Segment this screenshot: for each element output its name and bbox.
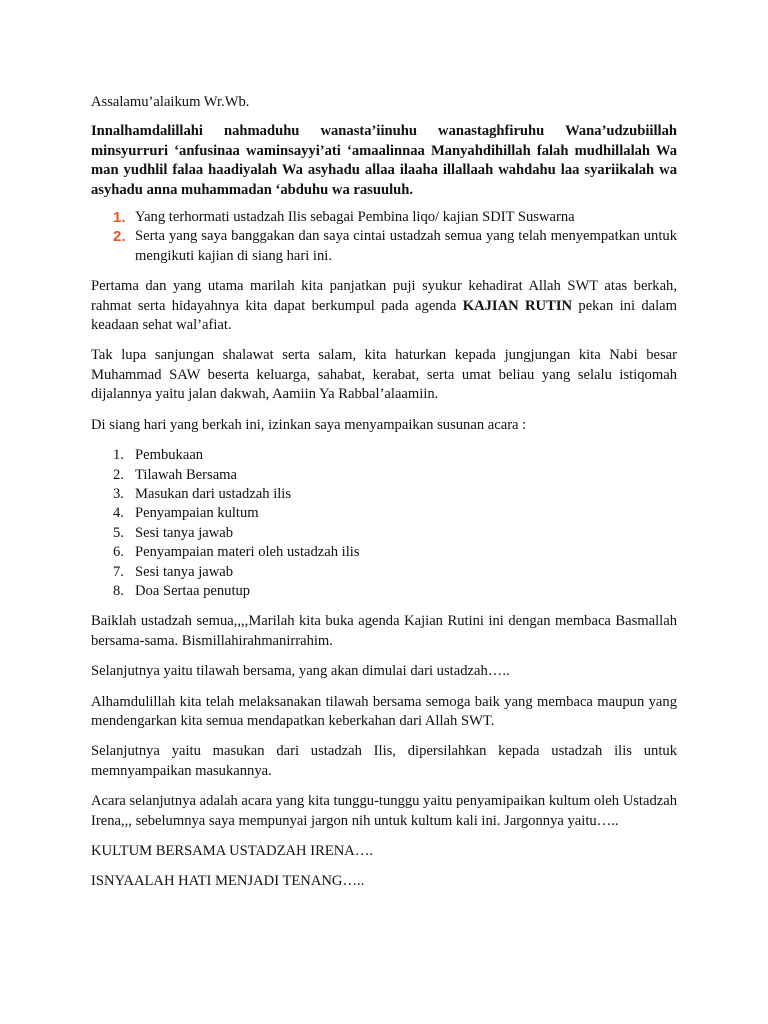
alhamdulillah-paragraph: Alhamdulillah kita telah melaksanakan tilawah bersama semoga baik yang membaca maupun yang mendengarkan kita semua mendapatkan keberkahan dari Allah SWT. (91, 693, 677, 729)
event-name-emphasis: KAJIAN RUTIN (462, 297, 573, 314)
list-item-text: Penyampaian kultum (135, 505, 259, 522)
list-number: 6. (113, 544, 124, 561)
honorifics-list (91, 208, 677, 266)
list-item (91, 208, 677, 227)
list-item-text: Sesi tanya jawab (135, 524, 234, 541)
list-item (91, 543, 677, 562)
gratitude-text-after: pekan ini dalam keadaan sehat wal’afiat. (91, 297, 678, 334)
list-item-text: Tilawah Bersama (135, 466, 238, 483)
list-item-text: Pembukaan (135, 447, 204, 464)
list-number: 8. (113, 582, 124, 599)
list-item (91, 466, 677, 485)
list-number: 3. (113, 485, 124, 502)
agenda-list (91, 446, 677, 601)
opening-basmallah-paragraph: Baiklah ustadzah semua,,,,Marilah kita buka agenda Kajian Rutini ini dengan membaca Basmallah bersama-sama. Bismillahirahmanirrahim. (91, 613, 677, 649)
list-number: 1. (113, 447, 124, 464)
agenda-intro-paragraph: Di siang hari yang berkah ini, izinkan saya menyampaikan susunan acara : (91, 416, 527, 433)
document-page (91, 93, 677, 903)
shalawat-paragraph: Tak lupa sanjungan shalawat serta salam, kita haturkan kepada jungjungan kita Nabi besar Muhammad SAW beserta keluarga, sahabat, kerabat, serta umat beliau yang selalu istiqomah dijalannya yaitu jalan dakwah, Aamiin Ya Rabbal’alaamiin. (91, 347, 677, 403)
list-number: 7. (113, 563, 124, 580)
list-item-text: Penyampaian materi oleh ustadzah ilis (135, 544, 360, 561)
gratitude-paragraph (91, 277, 677, 335)
greeting: Assalamu’alaikum Wr.Wb. (91, 94, 250, 110)
list-item-text: Doa Sertaa penutup (135, 582, 251, 599)
list-item-text: Serta yang saya banggakan dan saya cintai ustadzah semua yang telah menyempatkan untuk mengikuti kajian di siang hari ini. (135, 228, 677, 264)
tilawah-paragraph: Selanjutnya yaitu tilawah bersama, yang akan dimulai dari ustadzah….. (91, 663, 510, 680)
list-item-text: Masukan dari ustadzah ilis (135, 485, 292, 502)
kultum-paragraph: Acara selanjutnya adalah acara yang kita tunggu-tunggu yaitu penyamipaikan kultum oleh Ustadzah Irena,,, sebelumnya saya mempunyai jargon nih untuk kultum kali ini. Jargonnya yaitu….. (91, 793, 677, 829)
list-item (91, 446, 677, 465)
list-number: 1. (113, 209, 126, 227)
list-item (91, 524, 677, 543)
list-item-text: Yang terhormati ustadzah Ilis sebagai Pembina liqo/ kajian SDIT Suswarna (135, 209, 575, 226)
list-item (91, 582, 677, 601)
list-number: 5. (113, 524, 124, 541)
list-item (91, 227, 677, 266)
list-item-text: Sesi tanya jawab (135, 563, 234, 580)
list-number: 2. (113, 466, 124, 483)
opening-prayer: Innalhamdalillahi nahmaduhu wanasta’iinuhu wanastaghfiruhu Wana’udzubiillah minsyurruri ‘anfusinaa waminsayyi’ati ‘amaalinnaa Manyahdihillah falah mudhillalah Wa man yudhlil falaa haadiyalah Wa asyhadu allaa ilaaha illallaah wahdahu laa syariikalah wa asyhadu anna muhammadan ‘abduhu wa rasuuluh. (91, 123, 677, 198)
list-number: 4. (113, 505, 124, 522)
gratitude-text-before: Pertama dan yang utama marilah kita panjatkan puji syukur kehadirat Allah SWT atas berkah, rahmat serta hidayahnya kita dapat berkumpul pada agenda (91, 278, 677, 314)
jargon-line-1: KULTUM BERSAMA USTADZAH IRENA…. (91, 843, 374, 859)
list-number: 2. (113, 228, 126, 246)
list-item (91, 563, 677, 582)
jargon-line-2: ISNYAALAH HATI MENJADI TENANG….. (91, 873, 365, 890)
list-item (91, 485, 677, 504)
list-item (91, 504, 677, 523)
masukan-paragraph: Selanjutnya yaitu masukan dari ustadzah Ilis, dipersilahkan kepada ustadzah ilis untuk memnyampaikan masukannya. (91, 743, 677, 779)
